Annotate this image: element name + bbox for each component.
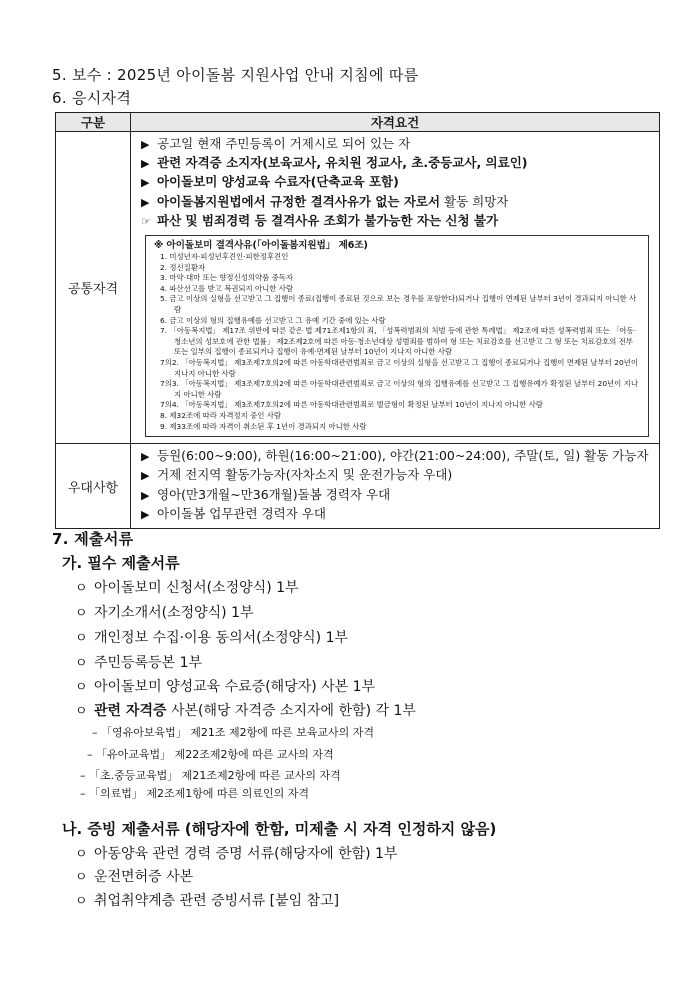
arrow-icon: ▶ [141, 157, 150, 171]
certificate-law-item [80, 767, 341, 783]
required-doc-item [75, 627, 348, 647]
preference-line [141, 505, 653, 524]
arrow-icon: ▶ [141, 488, 150, 502]
disqualification-item: 7의2. 「아동복지법」 제3조제7호의2에 따른 아동학대관련범죄로 금고 이상의 실형을 선고받고 그 집행이 종료되거나 집행이 면제된 날부터 20년이 지나지 아니한 사람 [160, 357, 638, 378]
circle-bullet-icon: ㅇ [75, 870, 88, 885]
circle-bullet-icon: ㅇ [75, 606, 88, 621]
disqualification-item: 7의4. 「아동복지법」 제3조제7호의2에 따른 아동학대관련범죄로 벌금형이 확정된 날부터 10년이 지나지 아니한 사람 [160, 400, 543, 410]
circle-bullet-icon: ㅇ [75, 631, 88, 646]
common-line-text: 공고일 현재 주민등록이 거제시로 되어 있는 자 [157, 136, 411, 151]
certificate-law-text: 「유아교육법」 제22조제2항에 따른 교사의 자격 [96, 748, 334, 761]
preference-row [56, 444, 660, 529]
certificate-law-item [92, 724, 374, 740]
disqualification-item: 6. 금고 이상의 형의 집행유예를 선고받고 그 유예 기간 중에 있는 사람 [160, 315, 386, 325]
common-line-text: 아이돌보미 양성교육 수료자(단축교육 포함) [157, 174, 399, 190]
required-doc-item [75, 676, 375, 696]
proof-docs-title: 나. 증빙 제출서류 (해당자에 한함, 미제출 시 자격 인정하지 않음) [62, 820, 497, 838]
preference-line [141, 486, 653, 505]
circle-bullet-icon: ㅇ [75, 680, 88, 695]
disqualification-item: 3. 마약·대마 또는 향정신성의약품 중독자 [160, 273, 294, 283]
common-line [141, 173, 653, 192]
common-qualification-row [56, 132, 660, 444]
required-doc-item [75, 700, 416, 720]
required-doc-text: 주민등록등본 1부 [94, 655, 203, 671]
disqualification-item: 7. 「아동복지법」 제17조 위반에 따른 같은 법 제71조제1항의 죄, 「성폭력범죄의 처벌 등에 관한 특례법」 제2조에 따른 성폭력범죄 또는 「아동·청소년의 성보호에 관한 법률」 제2조제2호에 따른 아동·청소년대상 성범죄를 범하여 형 또는 치료감호를 선고받고 그 형 또는 치료감호의 전부 또는 일부의 집행이 종료되거나 집행이 유예·면제된 날부터 10년이 지나지 아니한 사람 [160, 326, 637, 357]
required-doc-text: 아이돌보미 양성교육 수료증(해당자) 사본 1부 [94, 679, 376, 695]
common-line [141, 135, 653, 154]
disqualification-item: 4. 파산선고를 받고 복권되지 아니한 사람 [160, 283, 294, 293]
circle-bullet-icon: ㅇ [75, 894, 88, 909]
certificate-law-text: 「초.중등교육법」 제21조제2항에 따른 교사의 자격 [89, 769, 341, 782]
disqualification-item: 2. 정신질환자 [160, 262, 206, 272]
certificate-rest-text: 사본(해당 자격증 소지자에 한함) 각 1부 [166, 703, 416, 719]
common-label: 공통자격 [56, 132, 131, 444]
proof-doc-item [75, 866, 193, 886]
dash-icon: – [87, 748, 93, 761]
required-doc-text: 아이돌보미 신청서(소정양식) 1부 [94, 580, 299, 596]
certificate-law-item [87, 746, 334, 762]
common-line-text: 관련 자격증 소지자(보육교사, 유치원 정교사, 초.중등교사, 의료인) [157, 155, 528, 171]
dash-icon: – [80, 769, 86, 782]
disqualification-box [145, 235, 649, 437]
common-line [141, 212, 653, 231]
common-requirements [131, 132, 660, 444]
preference-line [141, 447, 653, 466]
required-docs-title: 가. 필수 제출서류 [62, 554, 180, 572]
proof-doc-text: 아동양육 관련 경력 증명 서류(해당자에 한함) 1부 [94, 846, 398, 862]
circle-bullet-icon: ㅇ [75, 847, 88, 862]
certificate-law-item [80, 785, 309, 801]
section-7-heading: 7. 제출서류 [52, 530, 134, 548]
section-6-heading: 6. 응시자격 [52, 89, 132, 107]
certificate-bold-text: 관련 자격증 [94, 703, 167, 719]
proof-doc-item [75, 843, 398, 863]
disqualification-item: 8. 제32조에 따라 자격정지 중인 사람 [160, 410, 282, 420]
required-doc-item [75, 602, 254, 622]
proof-doc-text: 취업취약계층 관련 증빙서류 [붙임 참고] [94, 893, 340, 909]
preference-text: 영아(만3개월~만36개월)돌봄 경력자 우대 [157, 486, 391, 502]
common-line [141, 154, 653, 173]
circle-bullet-icon: ㅇ [75, 704, 88, 719]
disqualification-item: 1. 미성년자·피성년후견인·피한정후견인 [160, 252, 289, 262]
arrow-icon: ▶ [141, 507, 150, 521]
common-line-text: 파산 및 범죄경력 등 결격사유 조회가 불가능한 자는 신청 불가 [157, 212, 499, 228]
circle-bullet-icon: ㅇ [75, 656, 88, 671]
required-doc-text: 개인정보 수집·이용 동의서(소정양식) 1부 [94, 630, 349, 646]
preference-line [141, 466, 653, 485]
proof-doc-text: 운전면허증 사본 [94, 869, 194, 885]
required-doc-item [75, 652, 202, 672]
dash-icon: – [92, 726, 98, 739]
preference-text: 등원(6:00~9:00), 하원(16:00~21:00), 야간(21:00~24:00), 주말(토, 일) 활동 가능자 [157, 448, 649, 464]
common-line [141, 193, 653, 212]
required-doc-text: 자기소개서(소정양식) 1부 [94, 605, 254, 621]
required-doc-item [75, 577, 299, 597]
preference-label: 우대사항 [56, 444, 131, 529]
table-header-requirements: 자격요건 [131, 113, 660, 132]
common-line-text: 아이돌봄지원법에서 규정한 결격사유가 없는 자로서 [157, 193, 441, 209]
preference-list [131, 444, 660, 529]
arrow-icon: ▶ [141, 195, 150, 209]
arrow-icon: ▶ [141, 450, 150, 464]
disqualification-title: ※ 아이돌보미 결격사유(「아이돌봄지원법」 제6조) [154, 240, 368, 252]
certificate-law-text: 「영유아보육법」 제21조 제2항에 따른 보육교사의 자격 [101, 726, 374, 739]
proof-doc-item [75, 890, 339, 910]
arrow-icon: ▶ [141, 176, 150, 190]
arrow-icon: ▶ [141, 469, 150, 483]
dash-icon: – [80, 787, 86, 800]
qualification-table [55, 112, 660, 529]
disqualification-item: 5. 금고 이상의 실형을 선고받고 그 집행이 종료(집행이 종료된 것으로 보는 경우를 포함한다)되거나 집행이 면제된 날부터 3년이 경과되지 아니한 사람 [160, 294, 637, 314]
disqualification-item: 9. 제33조에 따라 자격이 취소된 후 1년이 경과되지 아니한 사람 [160, 421, 367, 431]
pointing-hand-icon: ☞ [141, 214, 151, 228]
section-5-heading: 5. 보수 : 2025년 아이돌봄 지원사업 안내 지침에 따름 [52, 66, 419, 84]
arrow-icon: ▶ [141, 138, 150, 151]
disqualification-item: 7의3. 「아동복지법」 제3조제7호의2에 따른 아동학대관련범죄로 금고 이상의 형의 집행유예를 선고받고 그 집행유예가 확정된 날부터 20년이 지나지 아니한 사람 [160, 379, 638, 399]
circle-bullet-icon: ㅇ [75, 581, 88, 596]
certificate-law-text: 「의료법」 제2조제1항에 따른 의료인의 자격 [89, 787, 309, 800]
table-header-category: 구분 [56, 113, 131, 132]
common-line-rest: 활동 희망자 [440, 193, 509, 209]
preference-text: 아이돌봄 업무관련 경력자 우대 [157, 505, 326, 521]
preference-text: 거제 전지역 활동가능자(자차소지 및 운전가능자 우대) [157, 467, 453, 483]
